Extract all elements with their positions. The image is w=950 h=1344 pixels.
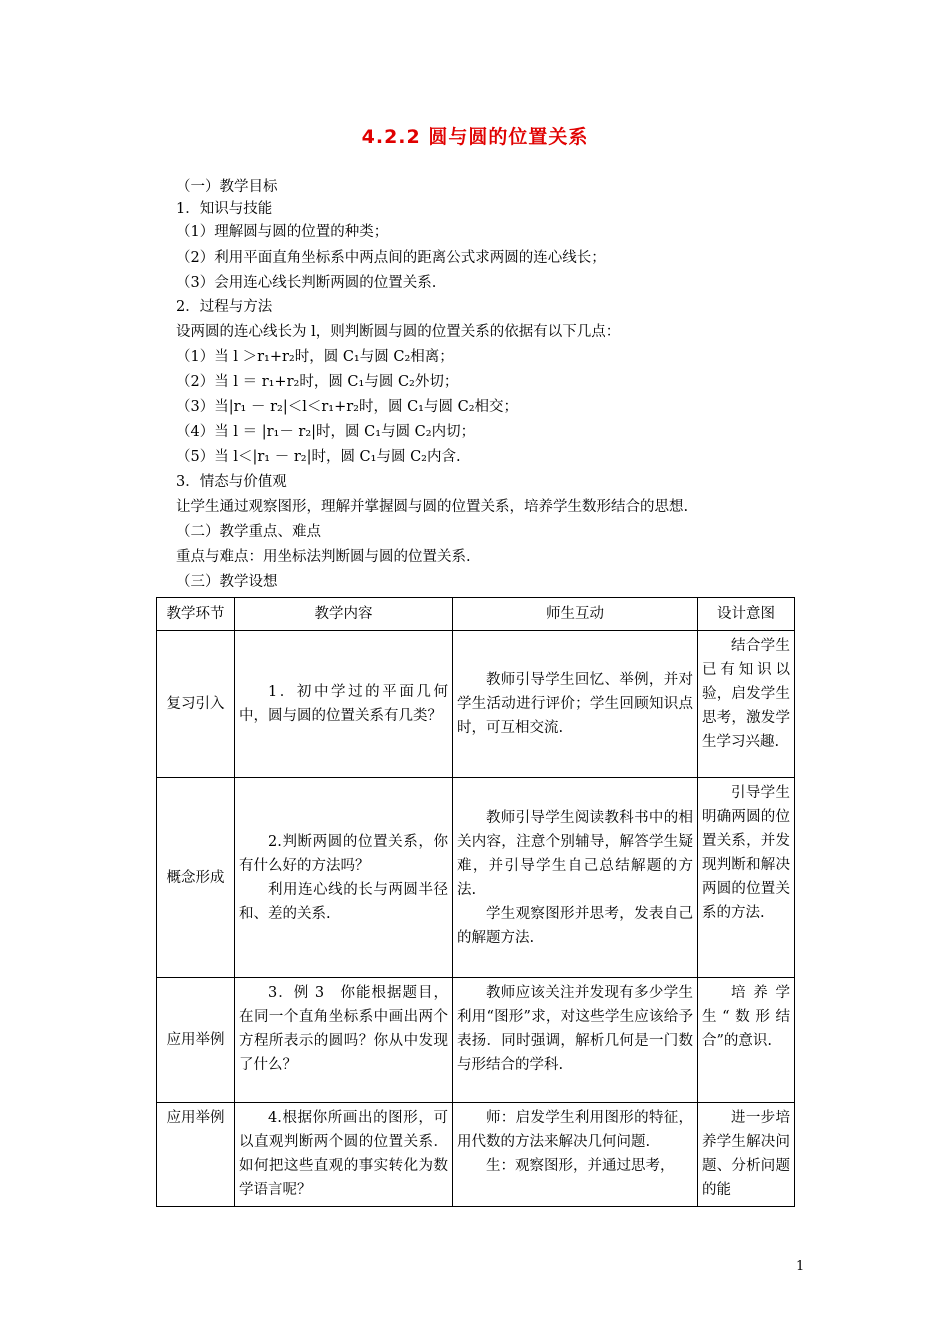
intent-cell bbox=[698, 631, 795, 778]
text-line: 让学生通过观察图形，理解并掌握圆与圆的位置关系，培养学生数形结合的思想. bbox=[176, 499, 689, 515]
intent-cell bbox=[698, 778, 795, 978]
content-text: 利用连心线的长与两圆半径和、差的关系. bbox=[239, 881, 448, 922]
stage-cell: 应用举例 bbox=[157, 1103, 235, 1207]
section-heading: （一）教学目标 bbox=[176, 179, 278, 195]
text-line: （1）当 l ＞r₁+r₂时，圆 C₁与圆 C₂相离； bbox=[176, 349, 454, 365]
stage-cell: 应用举例 bbox=[157, 978, 235, 1103]
intent-text: 结合学生已有知识以验，启发学生思考，激发学生学习兴趣. bbox=[702, 638, 790, 750]
text-line: （2）当 l ＝ r₁+r₂时，圆 C₁与圆 C₂外切； bbox=[176, 374, 459, 390]
table-header: 设计意图 bbox=[698, 598, 795, 631]
page-number: 1 bbox=[796, 1259, 805, 1274]
text-line: （4）当 l ＝ |r₁－ r₂|时，圆 C₁与圆 C₂内切； bbox=[176, 424, 476, 440]
content-text: 1．初中学过的平面几何中，圆与圆的位置关系有几类？ bbox=[239, 684, 448, 724]
interaction-text: 教师引导学生回忆、举例，并对学生活动进行评价；学生回顾知识点时，可互相交流. bbox=[457, 672, 693, 736]
teaching-plan-table bbox=[156, 597, 795, 1207]
intent-cell bbox=[698, 978, 795, 1103]
content-text: 4.根据你所画出的图形，可以直观判断两个圆的位置关系．如何把这些直观的事实转化为数学语言呢？ bbox=[239, 1110, 448, 1198]
content-cell bbox=[235, 1103, 453, 1207]
interaction-cell bbox=[453, 978, 698, 1103]
table-row bbox=[157, 978, 795, 1103]
intent-text: 培养学生“数形结合”的意识. bbox=[702, 985, 790, 1049]
interaction-text: 生：观察图形，并通过思考， bbox=[486, 1158, 675, 1174]
text-line: （3）当|r₁ － r₂|＜l＜r₁+r₂时，圆 C₁与圆 C₂相交； bbox=[176, 399, 519, 415]
text-line: （3）会用连心线长判断两圆的位置关系. bbox=[176, 275, 437, 291]
table-row bbox=[157, 631, 795, 778]
subsection-heading: 2．过程与方法 bbox=[176, 299, 273, 315]
content-text: 3．例 3 你能根据题目，在同一个直角坐标系中画出两个方程所表示的圆吗？你从中发现了什么？ bbox=[239, 985, 448, 1073]
page-title: 4.2.2 圆与圆的位置关系 bbox=[361, 126, 589, 148]
table-header: 师生互动 bbox=[453, 598, 698, 631]
interaction-cell bbox=[453, 778, 698, 978]
stage-cell: 概念形成 bbox=[157, 778, 235, 978]
text-line: 重点与难点：用坐标法判断圆与圆的位置关系. bbox=[176, 549, 471, 565]
content-cell bbox=[235, 978, 453, 1103]
text-line: （2）利用平面直角坐标系中两点间的距离公式求两圆的连心线长； bbox=[176, 250, 606, 266]
interaction-cell bbox=[453, 631, 698, 778]
interaction-text: 教师应该关注并发现有多少学生利用“图形”求，对这些学生应该给予表扬．同时强调，解析几何是一门数与形结合的学科. bbox=[457, 985, 693, 1073]
content-cell bbox=[235, 778, 453, 978]
text-line: 设两圆的连心线长为 l，则判断圆与圆的位置关系的依据有以下几点： bbox=[176, 324, 621, 340]
table-header: 教学内容 bbox=[235, 598, 453, 631]
stage-cell: 复习引入 bbox=[157, 631, 235, 778]
subsection-heading: 1．知识与技能 bbox=[176, 201, 273, 217]
content-cell bbox=[235, 631, 453, 778]
interaction-cell bbox=[453, 1103, 698, 1207]
intent-text: 进一步培养学生解决问题、分析问题的能 bbox=[702, 1110, 790, 1198]
intent-text: 引导学生明确两圆的位置关系，并发现判断和解决两圆的位置关系的方法. bbox=[702, 785, 790, 921]
intent-cell bbox=[698, 1103, 795, 1207]
table-row bbox=[157, 1103, 795, 1207]
table-header: 教学环节 bbox=[157, 598, 235, 631]
content-text: 2.判断两圆的位置关系，你有什么好的方法吗？ bbox=[239, 833, 448, 874]
section-heading: （二）教学重点、难点 bbox=[176, 524, 321, 540]
text-line: （1）理解圆与圆的位置的种类； bbox=[176, 224, 389, 240]
interaction-text: 学生观察图形并思考，发表自己的解题方法. bbox=[457, 905, 693, 946]
table-row bbox=[157, 778, 795, 978]
section-heading: （三）教学设想 bbox=[176, 574, 278, 590]
interaction-text: 师：启发学生利用图形的特征，用代数的方法来解决几何问题. bbox=[457, 1110, 693, 1150]
table-header-row bbox=[157, 598, 795, 631]
interaction-text: 教师引导学生阅读教科书中的相关内容，注意个别辅导，解答学生疑难，并引导学生自己总结解题的方法. bbox=[457, 809, 693, 898]
subsection-heading: 3．情态与价值观 bbox=[176, 474, 287, 490]
text-line: （5）当 l＜|r₁ － r₂|时，圆 C₁与圆 C₂内含. bbox=[176, 449, 461, 465]
